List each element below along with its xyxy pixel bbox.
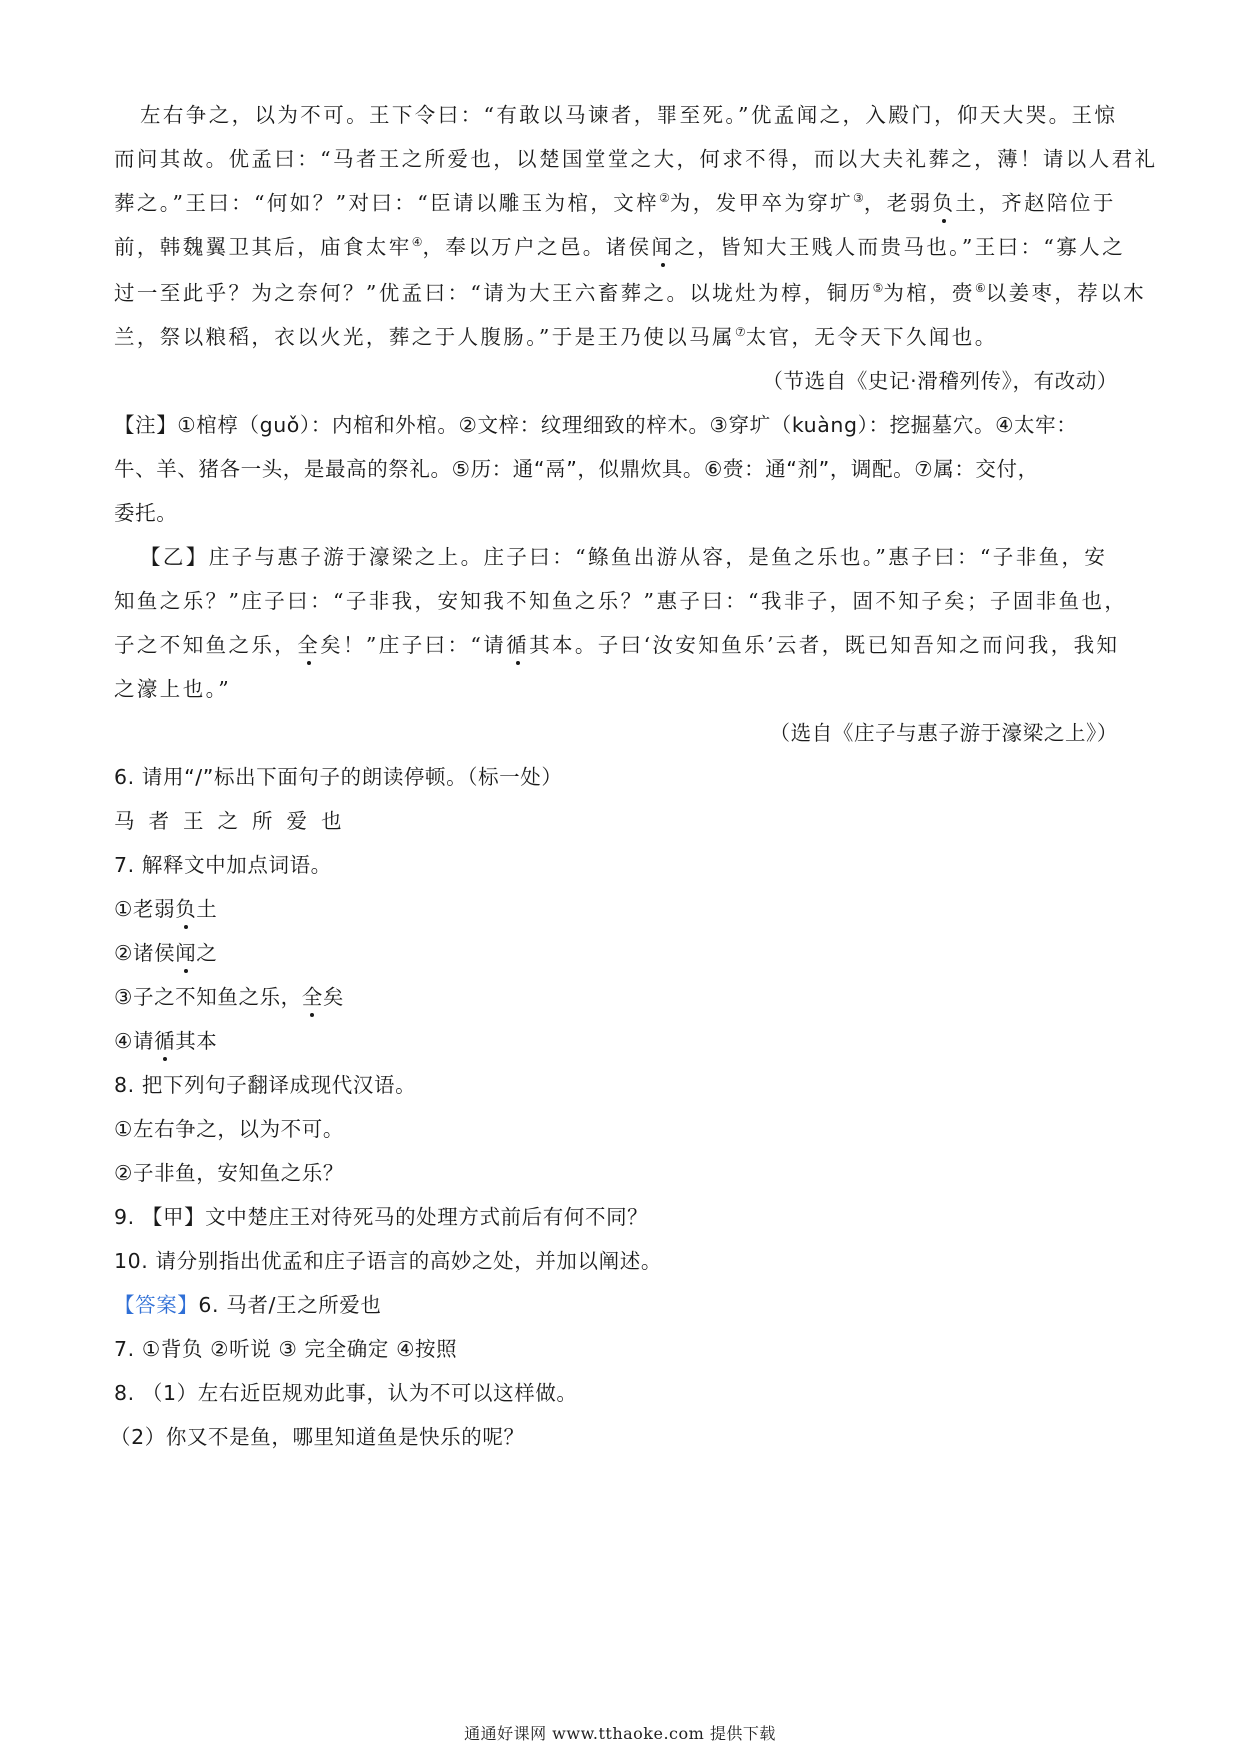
answer-7: 7. ①背负 ②听说 ③ 完全确定 ④按照: [114, 1337, 458, 1361]
dotted-word: 循: [154, 1024, 175, 1054]
passage-a-line-4: [114, 230, 1125, 260]
answer-8-part-1: 8. （1）左右近臣规劝此事，认为不可以这样做。: [114, 1381, 578, 1405]
text-segment: ②诸侯: [114, 941, 176, 965]
footnote-marker: ⑦: [734, 325, 746, 340]
text-segment: ，老弱: [863, 191, 933, 215]
passage-a-line-5: [114, 276, 1146, 306]
passage-b-line-2: 知鱼之乐？”庄子曰：“子非我，安知我不知鱼之乐？”惠子曰：“我非子，固不知子矣；子固非鱼也，: [114, 589, 1128, 613]
question-7-item-3: [114, 980, 344, 1010]
question-6: 6. 请用“/”标出下面句子的朗读停顿。（标一处）: [114, 765, 563, 789]
text-segment: 其本。子曰‘汝安知鱼乐’云者，既已知吾知之而问我，我知: [529, 633, 1120, 657]
text-segment: 以姜枣，荐以木: [985, 281, 1147, 305]
footnote-marker: ③: [853, 191, 864, 206]
notes-line-2: 牛、羊、猪各一头，是最高的祭礼。⑤历：通“鬲”，似鼎炊具。⑥赍：通“剂”，调配。⑦属：交付，: [114, 457, 1039, 481]
question-7-item-4: [114, 1024, 217, 1054]
footnote-marker: ⑤: [872, 281, 884, 296]
passage-b-line-1: 【乙】庄子与惠子游于濠梁之上。庄子曰：“鲦鱼出游从容，是鱼之乐也。”惠子曰：“子非鱼，安: [140, 545, 1108, 569]
text-segment: 为棺，赍: [883, 281, 975, 305]
notes-line-1: 【注】①棺椁（guǒ）：内棺和外棺。②文梓：纹理细致的梓木。③穿圹（kuàng）：挖掘墓穴。④太牢：: [114, 413, 1078, 437]
text-segment: 子之不知鱼之乐，: [114, 633, 298, 657]
footnote-marker: ⑥: [974, 281, 986, 296]
passage-b-source: （选自《庄子与惠子游于濠梁之上》）: [769, 721, 1118, 745]
passage-a-line-6: [114, 320, 998, 350]
passage-a-line-2: 而问其故。优孟曰：“马者王之所爱也，以楚国堂堂之大，何求不得，而以大夫礼葬之，薄！请以人君礼: [114, 147, 1158, 171]
text-segment: 葬之。”王曰：“何如？”对曰：“臣请以雕玉为棺，文梓: [114, 191, 660, 215]
text-segment: 其本: [175, 1029, 218, 1053]
text-segment: 矣！”庄子曰：“请: [320, 633, 507, 657]
passage-b-line-4: 之濠上也。”: [114, 677, 232, 701]
text-segment: 太官，无令天下久闻也。: [745, 325, 998, 349]
text-segment: 土，齐赵陪位于: [955, 191, 1116, 215]
answer-text: 6. 马者/王之所爱也: [198, 1293, 382, 1317]
answer-8-part-2: （2）你又不是鱼，哪里知道鱼是快乐的呢？: [110, 1425, 525, 1449]
passage-a-line-1: 左右争之，以为不可。王下令曰：“有敢以马谏者，罪至死。”优孟闻之，入殿门，仰天大哭。王惊: [140, 103, 1118, 127]
page-footer: 通通好课网 www.tthaoke.com 提供下载: [464, 1724, 776, 1743]
dotted-word: 全: [297, 628, 320, 658]
question-10: 10. 请分别指出优孟和庄子语言的高妙之处，并加以阐述。: [114, 1249, 662, 1273]
answer-label: 【答案】: [114, 1293, 199, 1317]
passage-b-line-3: [114, 628, 1119, 658]
question-8-item-2: ②子非鱼，安知鱼之乐？: [114, 1161, 344, 1185]
text-segment: ①老弱: [114, 897, 176, 921]
dotted-word: 循: [506, 628, 529, 658]
footnote-marker: ④: [411, 235, 423, 250]
notes-line-3: 委托。: [114, 501, 178, 525]
text-segment: ，奉以万户之邑。诸侯: [422, 235, 652, 259]
dotted-word: 全: [302, 980, 323, 1010]
text-segment: 矣: [322, 985, 344, 1009]
answer-6: [114, 1288, 382, 1318]
question-7-item-2: [114, 936, 217, 966]
text-segment: 兰，祭以粮稻，衣以火光，葬之于人腹肠。”于是王乃使以马属: [114, 325, 735, 349]
text-segment: 前，韩魏翼卫其后，庙食太牢: [114, 235, 412, 259]
text-segment: 之: [196, 941, 218, 965]
question-8-item-1: ①左右争之，以为不可。: [114, 1117, 344, 1141]
question-7-item-1: [114, 892, 217, 922]
text-segment: 过一至此乎？为之奈何？”优孟曰：“请为大王六畜葬之。以垅灶为椁，铜历: [114, 281, 873, 305]
text-segment: 土: [196, 897, 218, 921]
dotted-word: 闻: [175, 936, 196, 966]
question-8: 8. 把下列句子翻译成现代汉语。: [114, 1073, 417, 1097]
text-segment: ③子之不知鱼之乐，: [114, 985, 302, 1009]
text-segment: 为，发甲卒为穿圹: [669, 191, 854, 215]
question-9: 9. 【甲】文中楚庄王对待死马的处理方式前后有何不同？: [114, 1205, 649, 1229]
text-segment: 之，皆知大王贱人而贵马也。”王曰：“寡人之: [674, 235, 1125, 259]
text-segment: ④请: [114, 1029, 155, 1053]
passage-a-source: （节选自《史记·滑稽列传》，有改动）: [762, 369, 1118, 393]
dotted-word: 负: [175, 892, 196, 922]
question-7: 7. 解释文中加点词语。: [114, 853, 332, 877]
dotted-word: 负: [933, 186, 956, 216]
footnote-marker: ②: [659, 191, 670, 206]
dotted-word: 闻: [651, 230, 674, 260]
question-6-sentence: 马者王之所爱也: [114, 809, 356, 833]
passage-a-line-3: [114, 186, 1116, 216]
